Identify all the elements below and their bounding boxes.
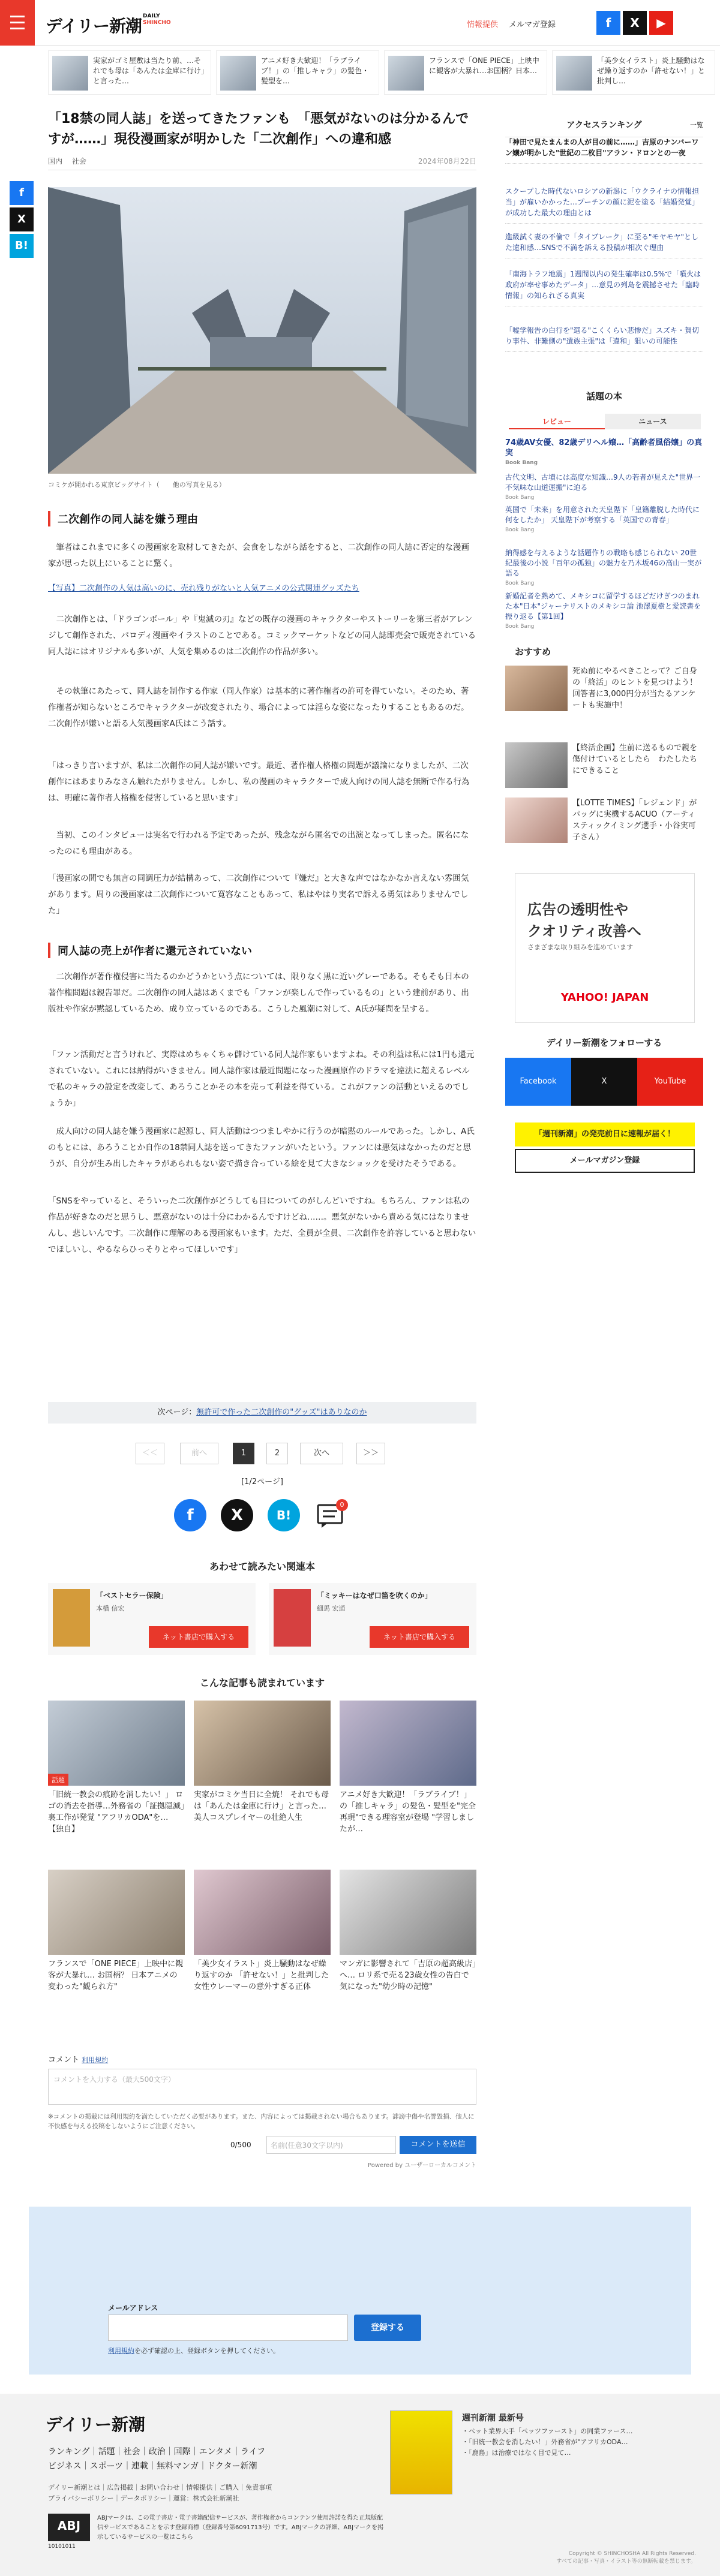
category-link[interactable]: 国内 <box>48 157 63 165</box>
section-heading: 二次創作の同人誌を嫌う理由 <box>48 511 476 526</box>
site-logo-sub: DAILY SHINCHO <box>143 13 171 26</box>
topic-item[interactable]: 新婚記者を熟めて、メキシコに留学するほどだけぎつのまれた本"日本"ジャーナリストのメキシコ論 池澤夏樹と愛読書を振り返る【第1回】 Book Bang <box>505 592 701 630</box>
abj-mark-icon: ABJ <box>48 2514 90 2541</box>
category-link[interactable]: 社会 <box>71 157 86 165</box>
hero-photo[interactable] <box>48 187 476 474</box>
newsletter-submit-button[interactable]: 登録する <box>354 2315 421 2341</box>
tab-news[interactable]: ニュース <box>605 414 701 429</box>
topic-lead[interactable]: 74歳AV女優、82歳デリヘル嬢…「高齢者風俗嬢」の真実 Book Bang <box>505 438 703 466</box>
recommend-item[interactable]: 死ぬ前にやるべきことって？ご自身の「終活」のヒントを見つけよう！回答者に3,000円分が当たるアンケートも実施中！ <box>505 666 703 711</box>
book-cover <box>53 1589 90 1647</box>
footer-links[interactable]: デイリー新潮とは｜広告掲載｜お問い合わせ｜情報提供｜ご購入｜免責事項 <box>48 2484 272 2491</box>
recommended-card[interactable]: 実家がコミケ当日に全焼！ それでも母は「あんたは金庫に行け」と言った…美人コスプレイヤーの壮絶人生 <box>194 1701 331 1823</box>
shukan-cover[interactable] <box>390 2411 452 2494</box>
card-thumbnail <box>340 1701 476 1786</box>
ranking-item[interactable]: 進級試く妻の不倫で「タイブレーク」に至る"モヤモヤ"とした違和感…SNSで不満を訴える投稿が相次ぐ理由 <box>505 231 703 258</box>
x-share-icon[interactable]: X <box>221 1499 253 1531</box>
x-share-icon[interactable]: X <box>10 207 34 231</box>
related-book[interactable]: 「ベストセラー保険」 本橋 信宏 ネット書店で購入する <box>48 1583 256 1655</box>
recommend-thumbnail <box>505 798 568 843</box>
terms-link[interactable]: 利用規約 <box>82 2056 109 2064</box>
paragraph: 二次創作とは、「ドラゴンボール」や『鬼滅の刃』などの既存の漫画のキャラクターやストーリーを第三者がアレンジして創作された、パロディ漫画やイラストのことである。コミックマーケットなどの同人誌即売会で販売されている同人誌にはオリジナルも多いが、人気を集めるのは二次創作の作品が多い。 <box>48 615 476 657</box>
next-page-link[interactable]: 無許可で作った二次創作の"グッズ"はありなのか <box>196 1408 367 1417</box>
recommended-card[interactable]: アニメ好き大歓迎！「ラブライブ！」の「推しキャラ」の髪色・髪型を"完全再現"できる理容室が登場 "学習しましたが… <box>340 1701 476 1835</box>
card-thumbnail <box>194 1701 331 1786</box>
follow-youtube-button[interactable]: YouTube <box>637 1058 703 1106</box>
topic-item[interactable]: 英国で「未来」を用意された天皇陛下「皇籍離脱した時代に何をしたか」 天皇陛下が考察する「英国での青春」 Book Bang <box>505 505 700 533</box>
ranking-title: アクセスランキング 一覧 <box>505 119 703 137</box>
paragraph: その執筆にあたって、同人誌を制作する作家（同人作家）は基本的に著作権者の許可を得ていない。そのため、著作権者が知らないところでキャラクターが改変されたり、場合によっては淫らな姿になったりすることもあるのだ。二次創作が嫌いと語る人気漫画家A氏はこう話す。 <box>48 687 469 729</box>
pagination-prev[interactable]: 前へ <box>180 1443 218 1464</box>
strip-thumbnail <box>52 56 88 91</box>
book-cover <box>274 1589 311 1647</box>
tip-link[interactable]: 情報提供 <box>467 20 499 29</box>
recommended-card[interactable]: マンガに影響されて「吉原の超高級店」へ… ロリ系で売る23歳女性の告白で気になった"幼少時の記憶" <box>340 1870 476 1993</box>
comment-icon[interactable] <box>314 1499 347 1531</box>
card-thumbnail <box>194 1870 331 1955</box>
comment-char-count: 0/500 <box>230 2141 251 2149</box>
pagination-last[interactable]: ＞＞ <box>356 1443 385 1464</box>
footer-links[interactable]: ビジネス｜スポーツ｜連載｜無料マンガ｜ドクター新潮 <box>48 2461 257 2471</box>
facebook-share-icon[interactable]: f <box>174 1499 206 1531</box>
article-title: 「18禁の同人誌」を送ってきたファンも 「悪気がないのは分かるんですが……」現役漫画家が明かした「二次創作」への違和感 <box>48 112 469 147</box>
strip-thumbnail <box>220 56 256 91</box>
photo-link[interactable]: 【写真】二次創作の人気は高いのに、売れ残りがないと人気アニメの公式関連グッズたち <box>48 584 359 593</box>
recommend-title: おすすめ <box>515 646 551 657</box>
topic-item[interactable]: 納得感を与えるような話題作りの戦略も感じられない 20世紀最後の小説「百年の孤独」の魅力を乃木坂46の高山一実が語る Book Bang <box>505 549 702 586</box>
topic-books-title: 話題の本 <box>586 391 622 402</box>
site-header <box>0 0 720 46</box>
comment-note: ※コメントの掲載には利用規約を満たしていただく必要があります。また、内容によっては掲載されない場合もあります。誹謗中傷や名誉毀損、他人に不快感を与える投稿をしないようにご注意ください。 <box>48 2113 475 2130</box>
recommend-item[interactable]: 【LOTTE TIMES】「レジェンド」がパッグに実機するACUO（アーティスティックイミング選手・小谷実可子さん） <box>505 798 703 843</box>
paragraph: 当初、このインタビューは実名で行われる予定であったが、残念ながら匿名での出演となってしまった。匿名になったのにも理由がある。 <box>48 830 469 856</box>
buy-book-button[interactable]: ネット書店で購入する <box>149 1626 248 1648</box>
ranking-item[interactable]: 「神田で見たまんまの人が目の前に……」吉原のナンバーワン嬢が明かした"世紀の二枚目"アラン・ドロンとの一夜 <box>505 137 703 164</box>
footer-links[interactable]: プライバシーポリシー｜データポリシー｜運営：株式会社新潮社 <box>48 2494 239 2502</box>
yahoo-logo: YAHOO! JAPAN <box>560 991 649 1004</box>
comment-count-badge: 0 <box>336 1499 348 1511</box>
card-thumbnail <box>48 1701 185 1786</box>
abj-text: ABJマークは、この電子書店・電子書籍配信サービスが、著作権者からコンテンツ使用許諾を得た正規版配信サービスであることを示す登録商標（登録番号第6091713号）です。ABJマークの詳細、ABJマークを掲示しているサービスの一覧はこちら <box>97 2515 384 2541</box>
card-tag: 話題 <box>48 1774 68 1786</box>
shukan-title: 週刊新潮 最新号 <box>462 2414 524 2423</box>
strip-thumbnail <box>388 56 424 91</box>
article-meta <box>48 156 476 170</box>
strip-item[interactable]: 「美少女イラスト」炎上騒動はなぜ繰り返すのか「許せない！」と批判し… <box>552 50 715 95</box>
pagination-first[interactable]: ＜＜ <box>136 1443 164 1464</box>
strip-item[interactable]: アニメ好き大歓迎！「ラブライブ！」の「推しキャラ」の髪色・髪型を… <box>216 50 379 95</box>
follow-x-button[interactable]: X <box>571 1058 637 1106</box>
section-heading: 同人誌の売上が作者に還元されていない <box>48 943 476 958</box>
email-label: メールアドレス <box>108 2304 158 2312</box>
page-count: [1/2ページ] <box>241 1477 283 1486</box>
footer-logo[interactable]: デイリー新潮 <box>46 2415 146 2434</box>
topic-item[interactable]: 古代文明、古墳には高度な知識…9人の若者が見えた"世界一不気味な山道運搬"に迫る Book Bang <box>505 473 701 501</box>
strip-item[interactable]: フランスで「ONE PIECE」上映中に観客が大暴れ…お国柄？日本… <box>384 50 547 95</box>
card-thumbnail <box>340 1870 476 1955</box>
buy-book-button[interactable]: ネット書店で購入する <box>370 1626 469 1648</box>
hatena-share-icon[interactable]: B! <box>268 1499 300 1531</box>
terms-link[interactable]: 利用規約 <box>108 2347 134 2355</box>
ranking-item[interactable]: 「嘘学報告の白行を"選る"こくくらい悲惨だ」スズキ・賀切り事件、非難側の"遺族主張"は「違和」狙いの可能性 <box>505 325 703 352</box>
recommend-item[interactable]: 【終活企画】生前に送るもので親を傷付けているとしたら わたしたちにできること <box>505 742 703 788</box>
youtube-icon[interactable]: ▶ <box>649 11 673 35</box>
pagination-page[interactable]: 2 <box>266 1443 288 1464</box>
paragraph: 「漫画家の間でも無言の同調圧力が結構あって、二次創作について『嫌だ』と大きな声ではなかなか言えない雰囲気があります。周りの漫画家は二次創作について寛容なこともあって、私はやはり実名で訴える勇気はありませんでした」 <box>48 874 469 916</box>
recommend-thumbnail <box>505 742 568 788</box>
paragraph: 二次創作が著作権侵害に当たるのかどうかという点については、限りなく黒に近いグレーである。そもそも日本の著作権問題は親告罪だ。二次創作の同人誌はあくまでも「ファンが楽しんで作っているもの」という建前があり、出版社や作家が黙認しているため、成り立っているのである。こうした風潮に対して、A氏が疑問を呈する。 <box>48 972 469 1014</box>
footer-links[interactable]: ランキング｜話題｜社会｜政治｜国際｜エンタメ｜ライフ <box>48 2447 266 2457</box>
strip-thumbnail <box>556 56 592 91</box>
ranking-item[interactable]: スクープした時代ないロシアの新潟に「ウクライナの情報担当」が雇いかかった…プーチンの顔に泥を塗る「結婚発覚」が成功した最大の理由とは <box>505 186 703 224</box>
copyright: Copyright © SHINCHOSHA All Rights Reserved. すべての記事・写真・イラスト等の無断転載を禁じます。 <box>556 2551 696 2565</box>
comment-submit-button[interactable]: コメントを送信 <box>400 2136 476 2154</box>
name-input[interactable]: 名前(任意30文字以内) <box>266 2136 396 2154</box>
abj-code: 10101011 <box>48 2544 76 2550</box>
paragraph: 筆者はこれまでに多くの漫画家を取材してきたが、会食をしながら話をすると、二次創作の同人誌に否定的な漫画家が思った以上にいることに驚く。 <box>48 543 469 568</box>
ranking-item[interactable]: 「南海トラフ地震」1週間以内の発生確率は0.5%で「噴火は政府が率せ事めたデータ」…意見の列島を震撼させた「臨時情報」の知られざる真実 <box>505 269 703 306</box>
facebook-icon[interactable]: f <box>596 11 620 35</box>
follow-facebook-button[interactable]: Facebook <box>505 1058 571 1106</box>
paragraph: 「SNSをやっていると、そういった二次創作がどうしても目についてのがしんどいですね。もちろん、ファンは私の作品が好きなのだと思うし、悪意がないのは十分にわかるんですけどね……。悪気がないから責める気にはなりませんし、悲しいんです。二次創作に理解のある漫画家もいます。ただ、全員が全員、二次創作を許容していると思わないでほしいし、やるならひっそりとやってほしいです」 <box>48 1196 476 1254</box>
recommended-card[interactable]: フランスで「ONE PIECE」上映中に観客が大暴れ… お国柄？ 日本アニメの変わった"観られ方" <box>48 1870 185 1993</box>
header-links <box>467 18 556 29</box>
paragraph: 成人向けの同人誌を嫌う漫画家に起源し、同人活動はつつましやかに行うのが暗黙のルールであった。しかし、A氏のもとには、あろうことか自作の18禁同人誌を送ってきたファンがいたという。ファンには悪気はなかったのだと思うが、自分が生み出したキャラがあられもない姿で描き合っている絵を見て大きなショックを受けたそうである。 <box>48 1127 475 1169</box>
recommended-title: こんな記事も読まれています <box>199 1677 325 1689</box>
follow-title: デイリー新潮をフォローする <box>546 1037 662 1048</box>
strip-item[interactable]: 実家がゴミ屋敷は当たり前、…それでも母は「あんたは金庫に行け」と言った… <box>48 50 211 95</box>
newsletter-note: 利用規約を必ず確認の上、登録ボタンを押してください。 <box>108 2347 280 2355</box>
menu-icon[interactable] <box>0 0 35 46</box>
pagination-page-current[interactable]: 1 <box>233 1443 254 1464</box>
mailmag-link[interactable]: メルマガ登録 <box>509 20 556 29</box>
paragraph: 「ファン活動だと言うけれど、実際はめちゃくちゃ儲けている同人誌作家もいますよね。その利益は私には1円も還元されていない。これには納得がいきません。同人誌作家は最近問題になった漫画原作のドラマを違法に超えるレベルで私のキャラの設定を改変して、あろうことかその本を売って利益を得ている。これがファンの活動といえるのでしょうか」 <box>48 1050 475 1108</box>
paragraph: 「はっきり言いますが、私は二次創作の同人誌が嫌いです。最近、著作権人格権の問題が議論になりましたが、二次創作にはあまりみなさん触れたがりません。しかし、私の漫画のキャラクターで成人向けの同人誌を無断で作る行為は、明確に著作者人格権を侵害していると思います」 <box>48 761 470 803</box>
shukan-banner[interactable]: 「週刊新潮」の発売前日に速報が届く！ <box>515 1123 695 1146</box>
hatena-share-icon[interactable]: B! <box>10 234 34 258</box>
article-date: 2024年08月22日 <box>418 157 476 165</box>
ranking-more-link[interactable]: 一覧 <box>690 121 703 129</box>
comment-textarea[interactable]: コメントを入力する（最大500文字） <box>48 2069 476 2105</box>
powered-by: Powered by ユーザーローカルコメント <box>368 2162 476 2169</box>
big-sight-photo <box>48 187 476 474</box>
pagination-next[interactable]: 次へ <box>300 1443 343 1464</box>
site-footer <box>0 2394 720 2576</box>
recommended-card[interactable]: 「美少女イラスト」炎上騒動はなぜ繰り返すのか 「許せない！」と批判した女性ウレーマーの意外すぎる正体 <box>194 1870 331 1993</box>
tab-review[interactable]: レビュー <box>509 414 605 429</box>
mailmag-register-button[interactable]: メールマガジン登録 <box>515 1149 695 1173</box>
comment-label: コメント 利用規約 <box>48 2056 109 2065</box>
next-page-bar[interactable]: 次ページ：無許可で作った二次創作の"グッズ"はありなのか <box>48 1402 476 1424</box>
related-book[interactable]: 「ミッキーはなぜ口笛を吹くのか」 細馬 宏通 ネット書店で購入する <box>269 1583 476 1655</box>
site-logo[interactable]: デイリー新潮 <box>46 16 142 36</box>
card-thumbnail <box>48 1870 185 1955</box>
recommended-card[interactable]: 話題 「旧統一教会の痕跡を消したい！」 ロゴの消去を指導…外務省の「証拠隠滅」裏工作が発覚 "アフリカODA"を… 【独自】 <box>48 1701 185 1835</box>
photo-caption: コミケが開かれる東京ビッグサイト（ 他の写真を見る） <box>48 481 226 489</box>
related-books-title: あわせて読みたい関連本 <box>209 1561 315 1572</box>
facebook-share-icon[interactable]: f <box>10 181 34 205</box>
ad-banner[interactable]: 広告の透明性や クオリティ改善へ さまざまな取り組みを進めています YAHOO! JAPAN <box>515 873 695 1023</box>
email-input[interactable] <box>108 2315 348 2341</box>
x-icon[interactable]: X <box>623 11 647 35</box>
shukan-list: ・ペット業界大手「ペッツファースト」の同業ファース… ・「旧統一教会を消したい！」外務省が"アフリカODA… ・「鹿島」は治療ではなく目で見て… <box>462 2427 633 2457</box>
recommend-thumbnail <box>505 666 568 711</box>
